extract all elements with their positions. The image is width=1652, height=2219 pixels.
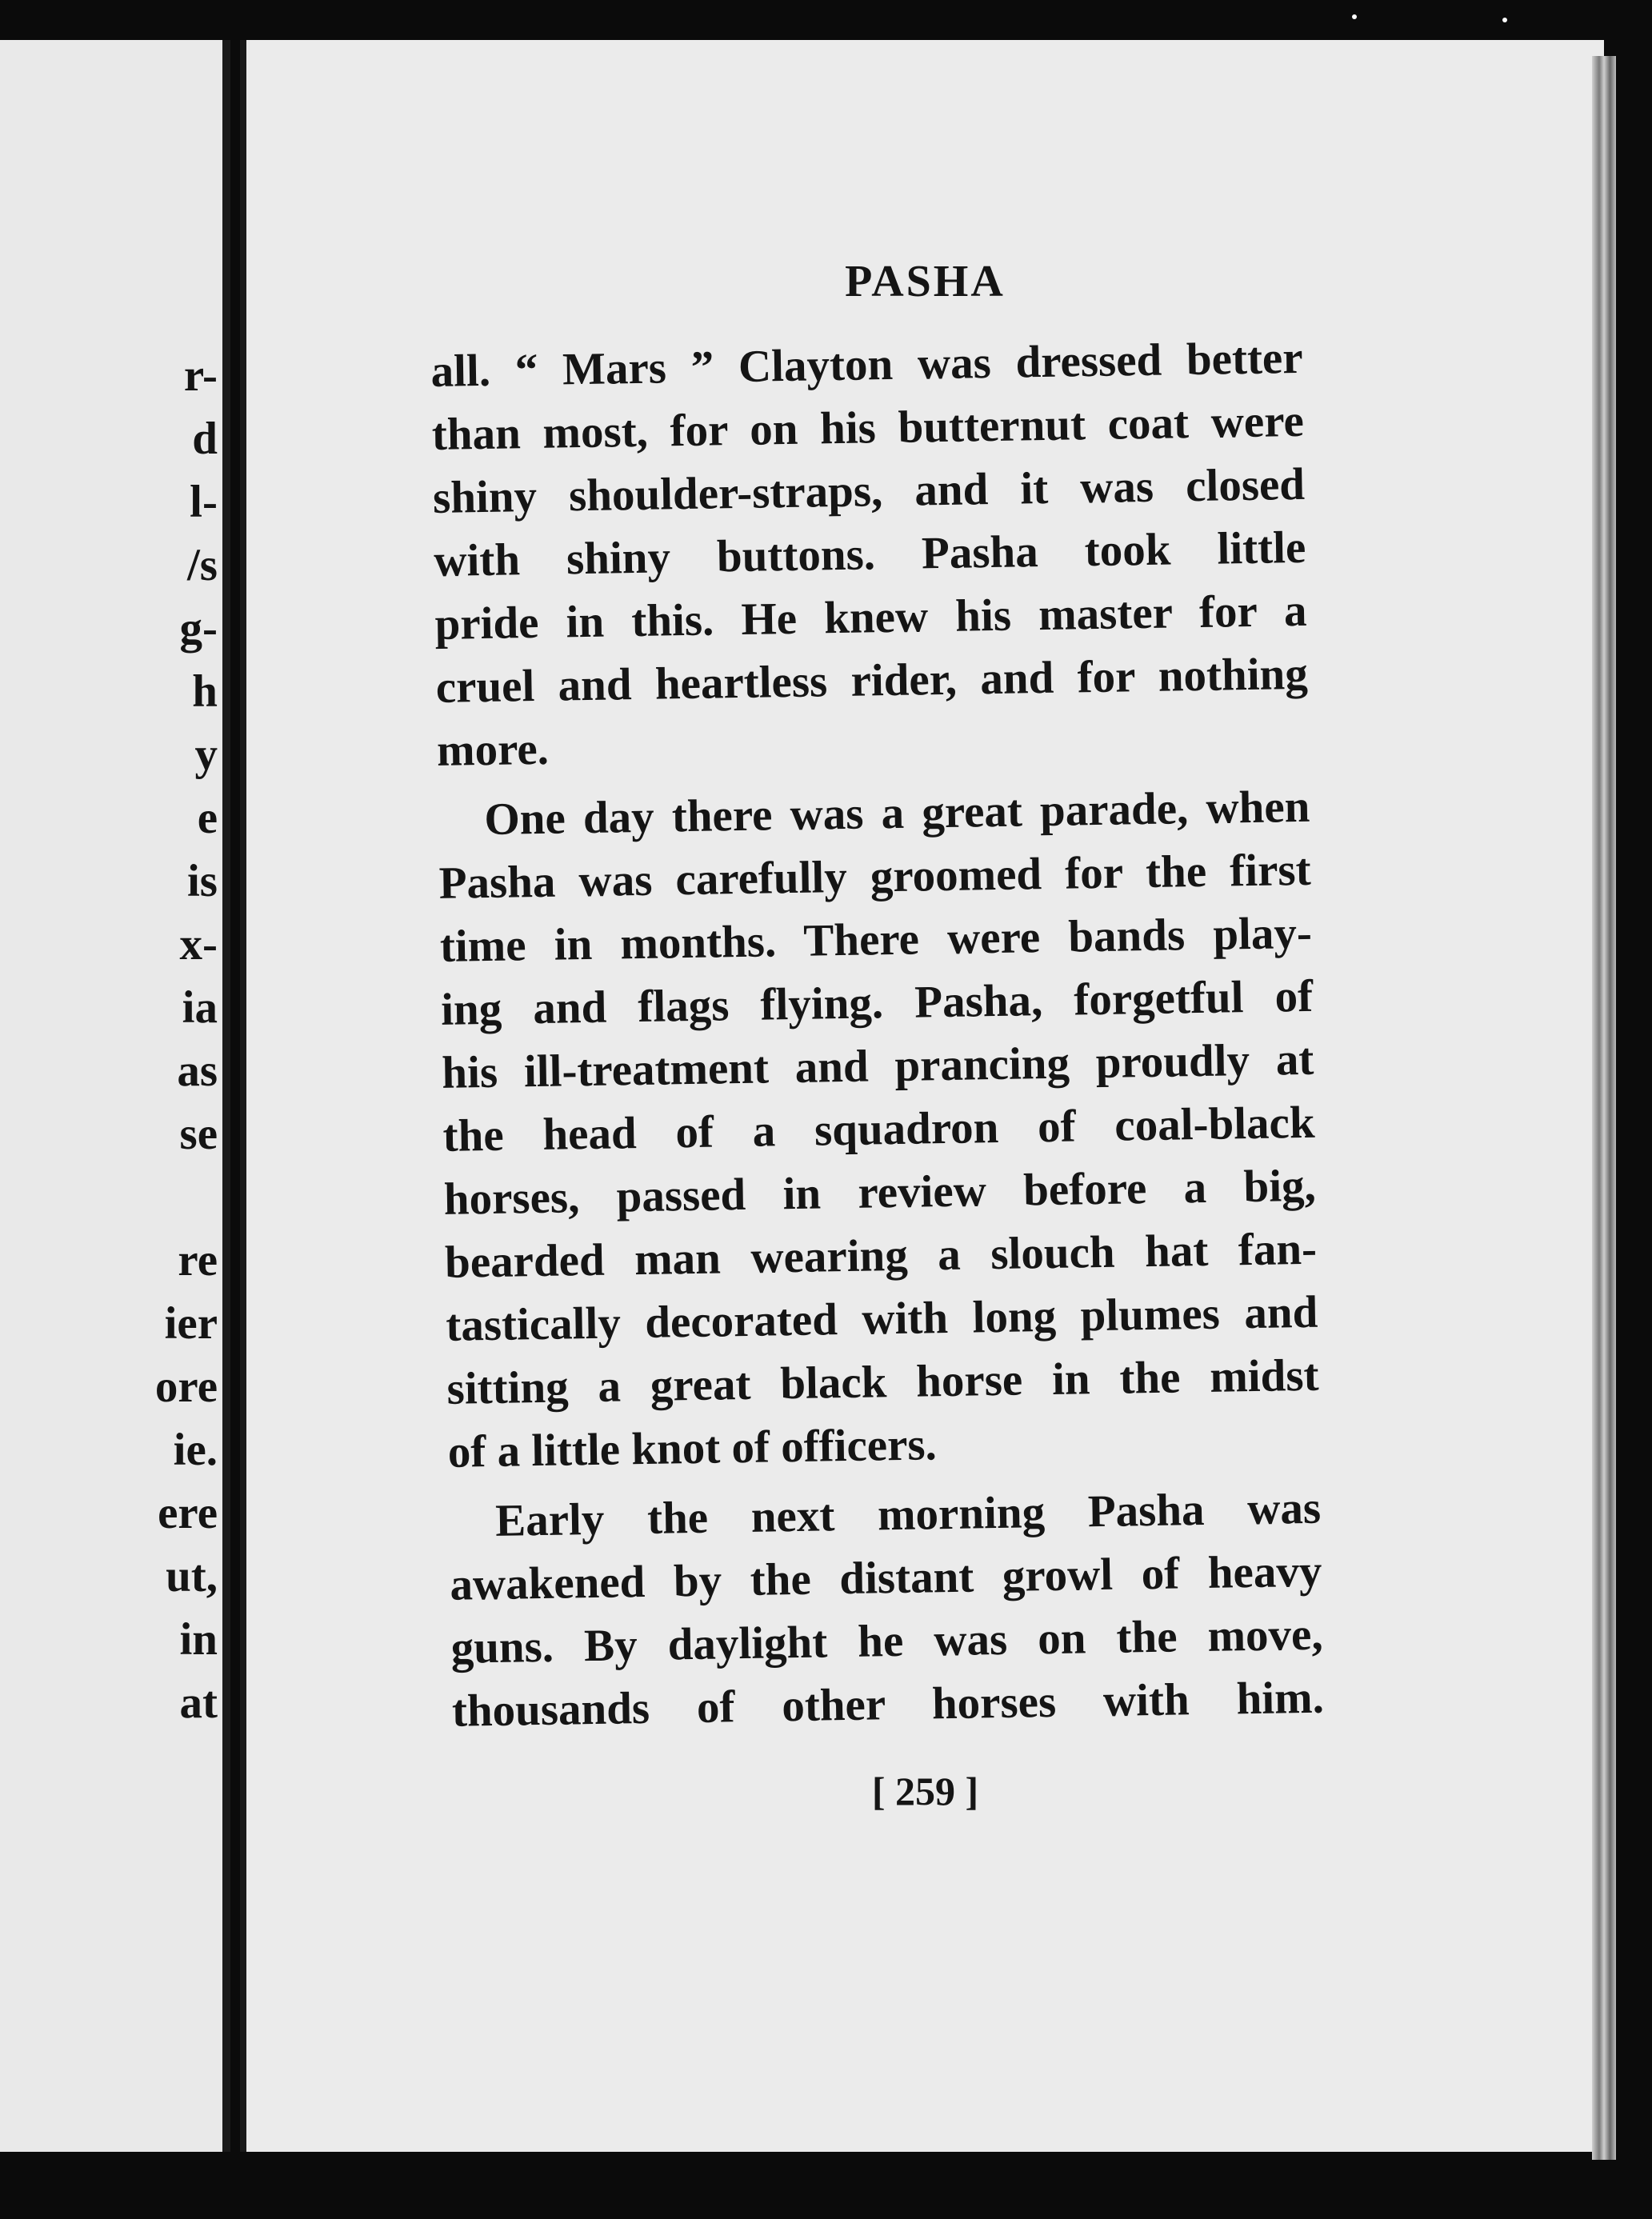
paragraph-3 [449, 1477, 1325, 1743]
left-fragment: h [192, 666, 218, 717]
paragraph-2 [438, 775, 1321, 1484]
text-line: sitting a great black horse in the midst [446, 1349, 1319, 1414]
text-line: bearded man wearing a slouch hat fan- [444, 1223, 1318, 1288]
left-page-text-fragments [122, 344, 218, 1734]
left-fragment: ut, [166, 1551, 218, 1601]
page-number: [ 259 ] [871, 1769, 979, 1813]
running-head: PASHA [845, 257, 1006, 306]
left-fragment-gap [122, 1165, 218, 1229]
text-line: the head of a squadron of coal-black [442, 1097, 1315, 1161]
text-line: guns. By daylight he was on the move, [450, 1609, 1324, 1673]
left-fragment: g- [179, 603, 218, 654]
left-fragment: r- [183, 350, 218, 401]
left-fragment: ie. [173, 1425, 218, 1475]
left-fragment: is [186, 856, 218, 906]
left-fragment: in [179, 1614, 218, 1665]
text-line: horses, passed in review before a big, [443, 1160, 1317, 1225]
text-line: cruel and heartless rider, and for nothing [435, 648, 1309, 713]
left-fragment: as [177, 1046, 218, 1096]
left-fragment: y [194, 730, 218, 780]
left-fragment: l- [190, 477, 218, 527]
text-line: all. “ Mars ” Clayton was dressed better [430, 332, 1303, 397]
text-line: of a little knot of officers. [447, 1419, 938, 1477]
paragraph-1 [430, 326, 1310, 782]
left-fragment: d [192, 414, 218, 464]
page-edge-shadow [1592, 56, 1616, 2160]
left-fragment: ia [182, 982, 218, 1033]
text-line: his ill-treatment and prancing proudly at [441, 1034, 1314, 1098]
left-fragment: ier [164, 1298, 218, 1349]
text-line: more. [436, 723, 550, 776]
text-line: One day there was a great parade, when [483, 781, 1310, 846]
left-fragment: /s [186, 540, 218, 590]
text-line: awakened by the distant growl of heavy [449, 1545, 1322, 1610]
left-fragment: se [179, 1109, 218, 1159]
scan-speck [1502, 18, 1507, 22]
text-line: time in months. There were bands play- [439, 907, 1313, 972]
left-page [0, 40, 230, 2152]
left-fragment: at [179, 1677, 218, 1728]
left-fragment: re [178, 1235, 218, 1285]
text-line: Pasha was carefully groomed for the first [438, 844, 1312, 909]
text-line: tastically decorated with long plumes and [445, 1286, 1318, 1351]
body-text [430, 326, 1324, 1743]
left-fragment: x- [179, 919, 218, 970]
text-line: with shiny buttons. Pasha took little [433, 522, 1306, 586]
text-line: shiny shoulder-straps, and it was closed [432, 458, 1306, 523]
left-fragment: ore [154, 1361, 218, 1412]
text-line: thousands of other horses with him. [451, 1672, 1325, 1737]
text-line: ing and flags flying. Pasha, forgetful of [440, 970, 1314, 1035]
right-page [240, 40, 1604, 2152]
text-line: Early the next morning Pasha was [494, 1482, 1322, 1546]
text-line: than most, for on his butternut coat were [431, 395, 1305, 460]
left-fragment: ere [158, 1488, 218, 1538]
scan-speck [1352, 14, 1357, 19]
left-fragment: e [197, 793, 218, 843]
text-line: pride in this. He knew his master for a [434, 585, 1307, 650]
